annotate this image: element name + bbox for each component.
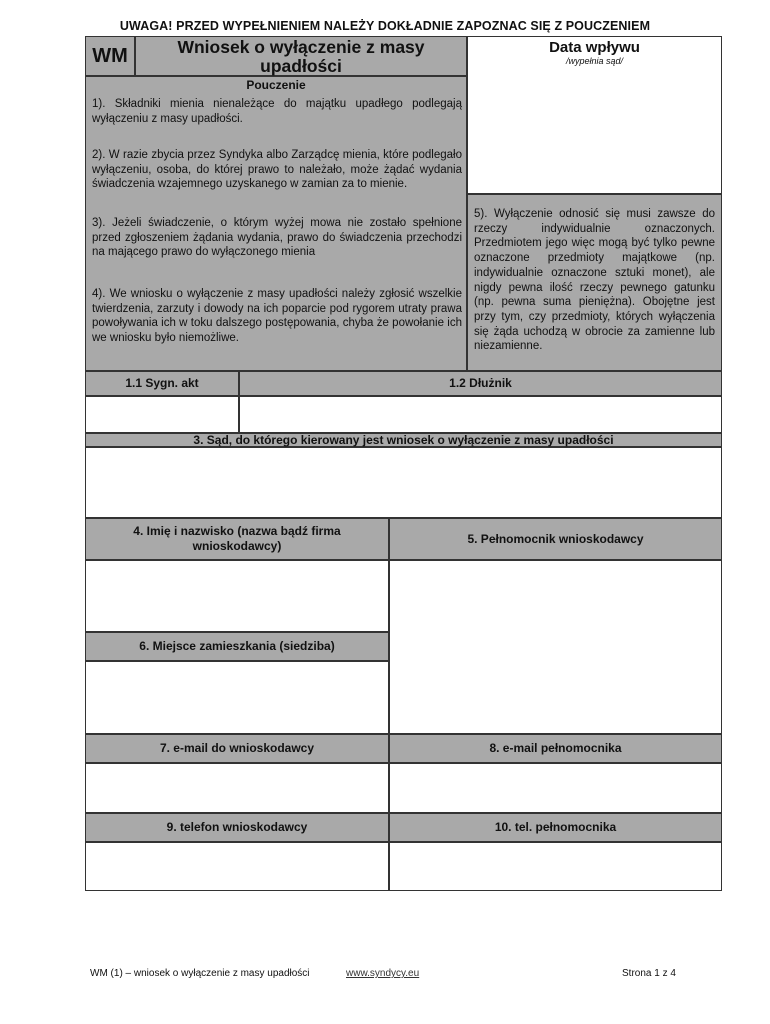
attorney-field[interactable]: [389, 560, 722, 734]
form-title: Wniosek o wyłączenie z masy upadłości: [135, 36, 467, 76]
footer-page-number: Strona 1 z 4: [622, 968, 676, 979]
attorney-email-label: 8. e-mail pełnomocnika: [389, 734, 722, 763]
attorney-phone-field[interactable]: [389, 842, 722, 891]
footer-form-name: WM (1) – wniosek o wyłączenie z masy upadłości: [90, 968, 310, 979]
warning-header: UWAGA! PRZED WYPEŁNIENIEM NALEŻY DOKŁADNIE ZAPOZNAC SIĘ Z POUCZENIEM: [119, 19, 651, 33]
debtor-field[interactable]: [239, 396, 722, 433]
date-received-title: Data wpływu: [549, 39, 640, 56]
attorney-email-field[interactable]: [389, 763, 722, 813]
footer-link-wrap: [346, 968, 419, 979]
attorney-phone-label: 10. tel. pełnomocnika: [389, 813, 722, 842]
instructions-panel: [85, 76, 467, 371]
instruction-4: 4). We wniosku o wyłączenie z masy upadłości należy zgłosić wszelkie twierdzenia, zarzuty i dowody na ich poparcie pod rygorem utraty prawa powoływania ich w toku dalszego postępowania, chyba że powołanie ich we wniosku było niemożliwe.: [92, 288, 462, 344]
debtor-label: 1.2 Dłużnik: [239, 371, 722, 396]
applicant-phone-label: 9. telefon wnioskodawcy: [85, 813, 389, 842]
applicant-phone-field[interactable]: [85, 842, 389, 891]
date-received-subtitle: /wypełnia sąd/: [565, 56, 624, 66]
instruction-3: 3). Jeżeli świadczenie, o którym wyżej mowa nie zostało spełnione przed zgłoszeniem żądania wydania, prawo do świadczenia przechodzi na mającego prawo do wyłączonego mienia: [92, 217, 462, 258]
case-number-field[interactable]: [85, 396, 239, 433]
instructions-header: Pouczenie: [246, 78, 306, 92]
instruction-1: 1). Składniki mienia nienależące do majątku upadłego podlegają wyłączeniu z masy upadłości.: [92, 98, 462, 125]
residence-field[interactable]: [85, 661, 389, 734]
date-received-box[interactable]: [467, 36, 722, 194]
case-number-label: 1.1 Sygn. akt: [85, 371, 239, 396]
form-code: WM: [85, 36, 135, 76]
residence-label: 6. Miejsce zamieszkania (siedziba): [85, 632, 389, 661]
instruction-2: 2). W razie zbycia przez Syndyka albo Zarządcę mienia, które podlegało wyłączeniu, osoba, do której prawo to należało, może żądać wydania świadczenia wzajemnego uzyskanego w zamian za to mienie.: [92, 149, 462, 190]
footer-website-link[interactable]: www.syndycy.eu: [346, 968, 420, 979]
applicant-email-field[interactable]: [85, 763, 389, 813]
applicant-name-label: 4. Imię i nazwisko (nazwa bądź firma wnioskodawcy): [85, 518, 389, 560]
attorney-label: 5. Pełnomocnik wnioskodawcy: [389, 518, 722, 560]
applicant-email-label: 7. e-mail do wnioskodawcy: [85, 734, 389, 763]
court-label: 3. Sąd, do którego kierowany jest wniosek o wyłączenie z masy upadłości: [85, 433, 722, 447]
applicant-name-field[interactable]: [85, 560, 389, 632]
court-field[interactable]: [85, 447, 722, 518]
instruction-5: 5). Wyłączenie odnosić się musi zawsze do rzeczy indywidualnie oznaczonych. Przedmiotem jego więc mogą być tylko pewne oznaczone przedmioty majątkowe (np. indywidualnie oznaczone sztuki monet), ale nigdy pewna ilość rzeczy pewnego gatunku (np. pewna suma pieniężna). Obojętne jest przy tym, czy przedmioty, których wyłączenia się żąda uchodzą w obrocie za zamienne lub niezamienne.: [467, 194, 722, 371]
